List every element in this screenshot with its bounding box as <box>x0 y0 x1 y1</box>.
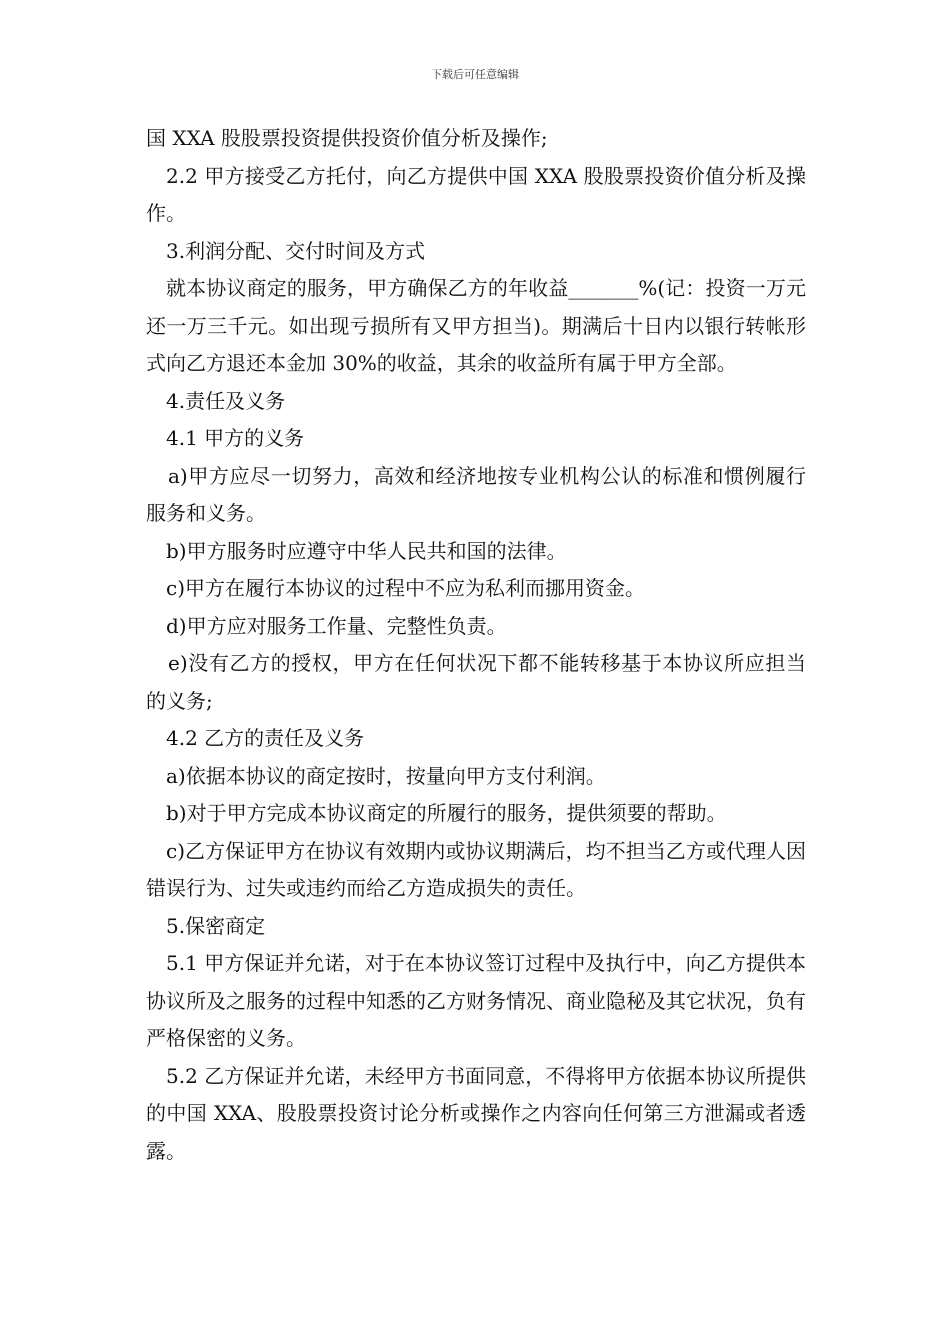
page-header: 下载后可任意编辑 <box>431 68 519 81</box>
section-heading: 3.利润分配、交付时间及方式 <box>166 238 426 263</box>
section-heading: 5.保密商定 <box>166 913 266 938</box>
paragraph: 就本协议商定的服务，甲方确保乙方的年收益_______%(记：投资一万元还一万三千元。如出现亏损所有又甲方担当)。期满后十日内以银行转帐形式向乙方退还本金加 30%的收益，其余的收益所有属于甲方全部。 <box>146 276 806 375</box>
paragraph: 国 XXA 股股票投资提供投资价值分析及操作; <box>146 126 548 150</box>
paragraph: 5.2 乙方保证并允诺，未经甲方书面同意，不得将甲方依据本协议所提供的中国 XXA、股股票投资讨论分析或操作之内容向任何第三方泄漏或者透露。 <box>146 1063 806 1163</box>
list-item: a)依据本协议的商定按时，按量向甲方支付利润。 <box>166 763 606 788</box>
list-item: c)乙方保证甲方在协议有效期内或协议期满后，均不担当乙方或代理人因错误行为、过失或违约而给乙方造成损失的责任。 <box>146 838 806 900</box>
subsection-heading: 4.1 甲方的义务 <box>166 426 305 450</box>
paragraph: 5.1 甲方保证并允诺，对于在本协议签订过程中及执行中，向乙方提供本协议所及之服务的过程中知悉的乙方财务情况、商业隐秘及其它状况，负有严格保密的义务。 <box>146 951 806 1050</box>
section-heading: 4.责任及义务 <box>166 388 286 413</box>
list-item: c)甲方在履行本协议的过程中不应为私利而挪用资金。 <box>166 576 646 600</box>
list-item: a)甲方应尽一切努力，高效和经济地按专业机构公认的标准和惯例履行服务和义务。 <box>146 463 806 525</box>
document-body <box>146 120 806 1170</box>
subsection-heading: 4.2 乙方的责任及义务 <box>166 726 365 750</box>
paragraph: 2.2 甲方接受乙方托付，向乙方提供中国 XXA 股股票投资价值分析及操作。 <box>146 163 806 225</box>
list-item: e)没有乙方的授权，甲方在任何状况下都不能转移基于本协议所应担当的义务; <box>146 651 806 713</box>
list-item: d)甲方应对服务工作量、完整性负责。 <box>166 613 507 638</box>
list-item: b)对于甲方完成本协议商定的所履行的服务，提供须要的帮助。 <box>166 801 727 825</box>
list-item: b)甲方服务时应遵守中华人民共和国的法律。 <box>166 538 567 563</box>
